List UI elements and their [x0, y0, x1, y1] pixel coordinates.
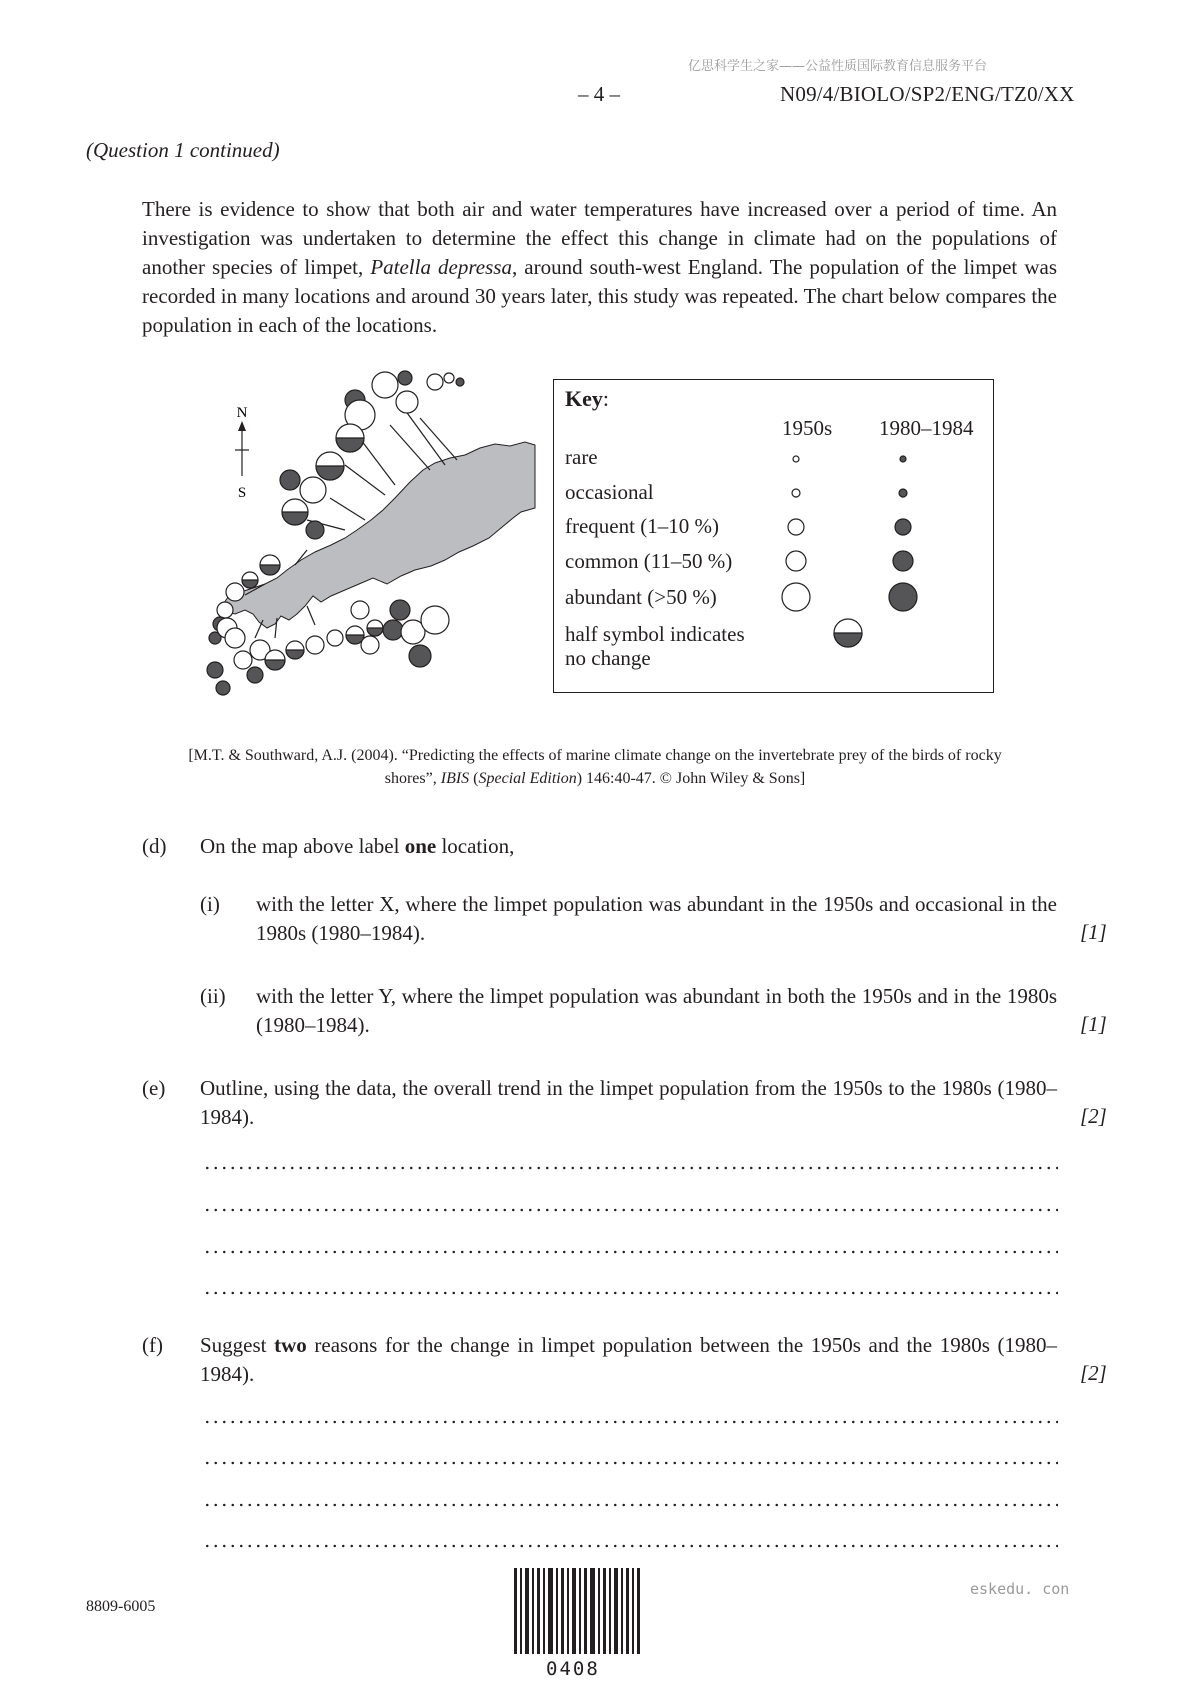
- answer-line-e-1[interactable]: [203, 1165, 1058, 1171]
- question-d-ii-marks: [1]: [1080, 1012, 1107, 1036]
- answer-line-f-4[interactable]: [203, 1543, 1058, 1549]
- question-f-marks: [2]: [1080, 1361, 1107, 1385]
- key-row-common: common (11–50 %): [565, 549, 733, 573]
- compass-north-label: N: [236, 405, 248, 421]
- answer-line-e-4[interactable]: [203, 1290, 1058, 1296]
- question-d-i-marks: [1]: [1080, 920, 1107, 944]
- question-d-ii-label: (ii): [200, 984, 226, 1008]
- question-d-ii-text: with the letter Y, where the limpet population was abundant in both the 1950s and in the 1980s (1980–1984).: [256, 984, 1057, 1037]
- answer-line-f-2[interactable]: [203, 1460, 1058, 1466]
- species-name: Patella depressa: [370, 255, 512, 279]
- question-d-text: On the map above label one location,: [200, 834, 515, 858]
- key-symbols: [554, 380, 995, 694]
- key-column-1950s: 1950s: [782, 416, 833, 440]
- compass: [235, 405, 249, 501]
- question-f-label: (f): [142, 1333, 163, 1357]
- answer-line-e-2[interactable]: [203, 1207, 1058, 1213]
- key-row-abundant: abundant (>50 %): [565, 585, 717, 609]
- figure-citation: [M.T. & Southward, A.J. (2004). “Predicting the effects of marine climate change on the invertebrate prey of the birds of rocky shores”, IBIS (Special Edition) 146:40-47. © John Wiley & Sons]: [188, 747, 1002, 787]
- key-half-symbol-line1: half symbol indicates: [565, 622, 745, 646]
- question-continued-label: (Question 1 continued): [86, 138, 280, 162]
- question-e-marks: [2]: [1080, 1104, 1107, 1128]
- paper-code: N09/4/BIOLO/SP2/ENG/TZ0/XX: [780, 82, 1075, 106]
- barcode: [514, 1568, 644, 1654]
- question-e-text: Outline, using the data, the overall trend in the limpet population from the 1950s to the 1980s (1980–1984).: [200, 1076, 1057, 1129]
- key-row-frequent: frequent (1–10 %): [565, 514, 719, 538]
- key-row-rare: rare: [565, 445, 598, 469]
- barcode-number: 0408: [546, 1658, 600, 1680]
- key-half-symbol-line2: no change: [565, 646, 651, 670]
- answer-line-f-3[interactable]: [203, 1502, 1058, 1508]
- watermark-text: 亿思科学生之家——公益性质国际教育信息服务平台: [688, 59, 988, 74]
- question-d-i-label: (i): [200, 892, 220, 916]
- page-number: – 4 –: [578, 82, 620, 106]
- answer-line-e-3[interactable]: [203, 1249, 1058, 1255]
- key-title: Key:: [565, 386, 610, 411]
- key-row-occasional: occasional: [565, 480, 654, 504]
- compass-south-label: S: [237, 485, 247, 501]
- question-e-label: (e): [142, 1076, 166, 1100]
- intro-paragraph: There is evidence to show that both air and water temperatures have increased over a period of time. An investigation was undertaken to determine the effect this change in climate had on the populations of another species of limpet, Patella depressa, around south-west England. The population of the limpet was recorded in many locations and around 30 years later, this study was repeated. The chart below compares the population in each of the locations.: [142, 197, 1057, 337]
- paper-number: 8809-6005: [86, 1598, 156, 1615]
- question-d-label: (d): [142, 834, 167, 858]
- map-key: [553, 379, 994, 693]
- answer-line-f-1[interactable]: [203, 1419, 1058, 1425]
- southwest-england-land: [223, 442, 535, 628]
- site-watermark: eskedu. con: [970, 1580, 1070, 1598]
- question-d-i-text: with the letter X, where the limpet population was abundant in the 1950s and occasional in the 1980s (1980–1984).: [256, 892, 1057, 945]
- key-column-1980-1984: 1980–1984: [879, 416, 974, 440]
- question-f-text: Suggest two reasons for the change in limpet population between the 1950s and the 1980s (1980–1984).: [200, 1333, 1057, 1386]
